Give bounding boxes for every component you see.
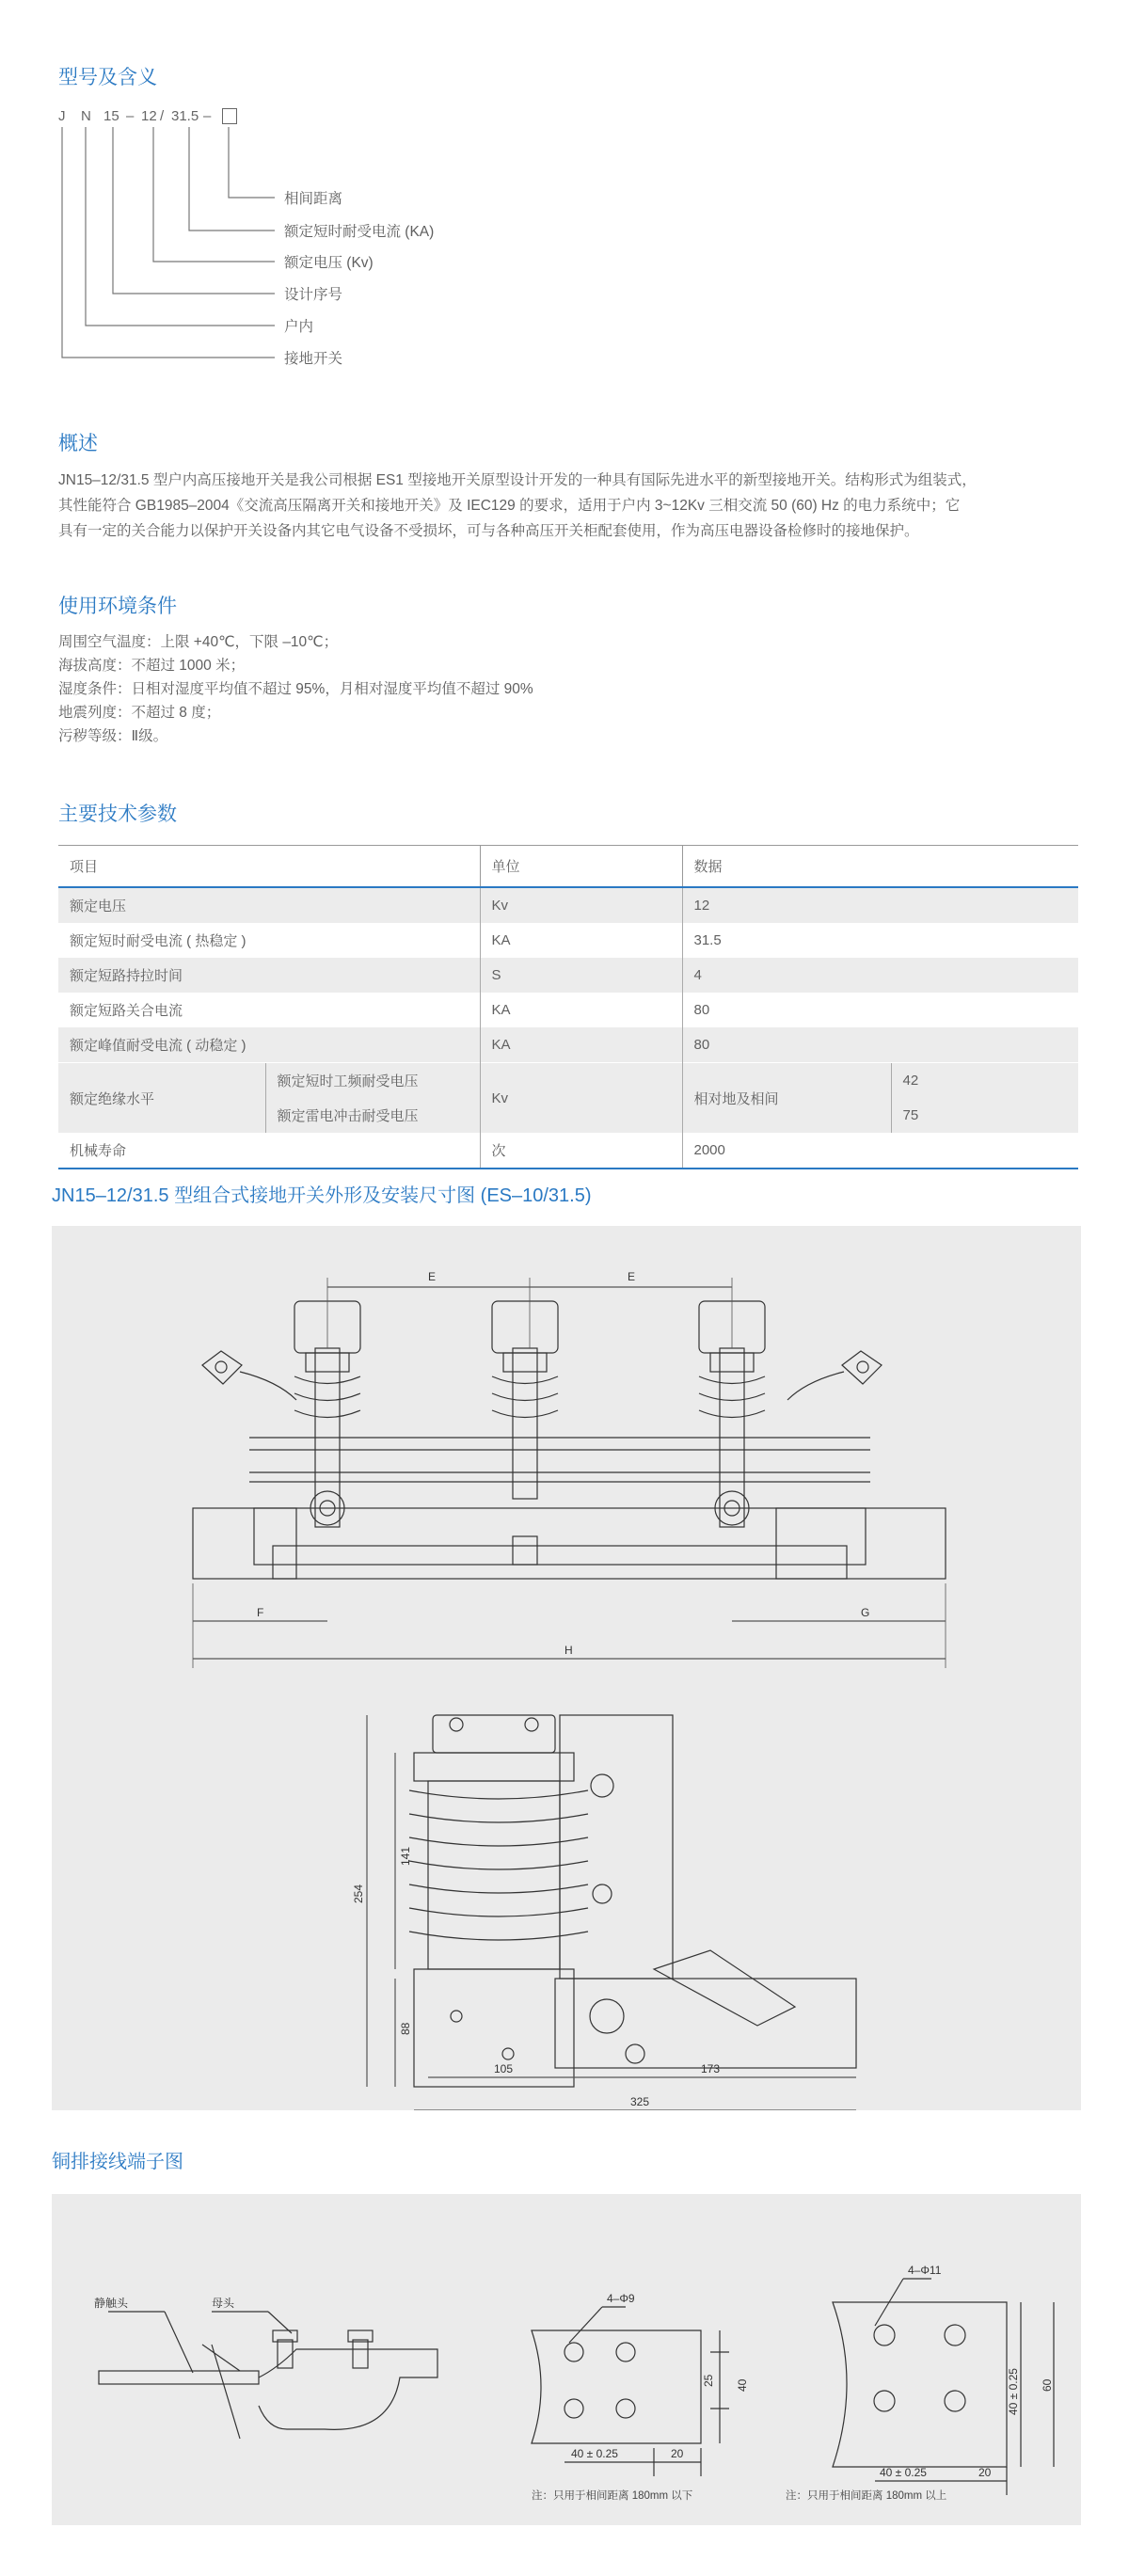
label-short-time-current: 额定短时耐受电流 (KA) xyxy=(284,224,435,240)
table-row xyxy=(58,887,1078,923)
table-row-insulation xyxy=(58,1063,1078,1099)
code-12: 12 xyxy=(141,108,157,124)
overview-title: 概述 xyxy=(58,433,98,454)
table-row xyxy=(58,1133,1078,1169)
table-row xyxy=(58,1027,1078,1063)
code-dash-2: – xyxy=(203,108,212,124)
table-row xyxy=(58,993,1078,1027)
fig3-hole: 4–Φ11 xyxy=(908,2264,942,2277)
label-earthing-switch: 接地开关 xyxy=(284,351,343,367)
fig3-edge: 20 xyxy=(978,2466,992,2479)
dim-254: 254 xyxy=(352,1884,365,1903)
header-item: 项目 xyxy=(58,846,480,888)
row-value: 80 xyxy=(682,1027,1078,1063)
terminal-title: 铜排接线端子图 xyxy=(52,2152,183,2172)
terminal-panel xyxy=(52,2194,1081,2525)
label-static-contact: 静触头 xyxy=(94,2297,129,2310)
insulation-sub1: 额定短时工频耐受电压 xyxy=(265,1063,480,1099)
env-line-4: 地震列度：不超过 8 度； xyxy=(58,705,221,721)
label-female-head: 母头 xyxy=(212,2297,235,2310)
terminal-fig-3 xyxy=(833,2279,1054,2495)
label-rated-voltage: 额定电压 (Kv) xyxy=(284,255,374,271)
overview-line-1: JN15–12/31.5 型户内高压接地开关是我公司根据 ES1 型接地开关原型设计开发的一种具有国际先进水平的新型接地开关。结构形式为组装式， xyxy=(58,472,977,488)
code-slash: / xyxy=(160,108,165,124)
row-item: 额定峰值耐受电流 ( 动稳定 ) xyxy=(58,1027,480,1063)
row-value: 2000 xyxy=(682,1133,1078,1169)
params-table xyxy=(58,845,1078,1169)
row-value: 12 xyxy=(682,887,1078,923)
code-31-5: 31.5 xyxy=(171,108,199,124)
outline-drawing xyxy=(52,1226,1081,2110)
insulation-v2: 75 xyxy=(891,1098,1078,1133)
fig2-edge: 20 xyxy=(671,2447,684,2460)
header-value: 数据 xyxy=(682,846,1078,888)
params-title: 主要技术参数 xyxy=(58,803,177,825)
fig2-h1: 25 xyxy=(702,2374,715,2387)
overview-line-3: 具有一定的关合能力以保护开关设备内其它电气设备不受损坏，可与各种高压开关柜配套使用，作为高压电器设备检修时的接地保护。 xyxy=(58,523,919,539)
overview-line-2: 其性能符合 GB1985–2004《交流高压隔离开关和接地开关》及 IEC129 的要求，适用于户内 3~12Kv 三相交流 50 (60) Hz 的电力系统中；它 xyxy=(58,498,961,514)
row-item: 额定电压 xyxy=(58,887,480,923)
row-item: 额定短路持拉时间 xyxy=(58,958,480,993)
fig3-h1: 40 ± 0.25 xyxy=(1007,2368,1020,2415)
env-line-3: 湿度条件：日相对湿度平均值不超过 95%，月相对湿度平均值不超过 90% xyxy=(58,681,533,697)
terminal-drawings xyxy=(52,2194,1081,2525)
table-row xyxy=(58,958,1078,993)
row-item: 额定短时耐受电流 ( 热稳定 ) xyxy=(58,923,480,958)
model-section-title: 型号及含义 xyxy=(58,67,157,88)
dim-141: 141 xyxy=(399,1846,412,1866)
header-unit: 单位 xyxy=(480,846,682,888)
dim-e-2: E xyxy=(628,1270,636,1283)
insulation-unit: Kv xyxy=(480,1063,682,1134)
label-indoor: 户内 xyxy=(284,319,314,335)
code-j: J xyxy=(58,108,66,124)
front-base xyxy=(254,1508,866,1565)
model-leader-lines xyxy=(0,0,1129,395)
row-unit: Kv xyxy=(480,887,682,923)
insulation-item: 额定绝缘水平 xyxy=(58,1063,265,1134)
env-line-1: 周围空气温度：上限 +40℃，下限 –10℃； xyxy=(58,634,339,650)
dim-105: 105 xyxy=(494,2062,514,2075)
outline-drawing-panel xyxy=(52,1226,1081,2110)
label-design-serial: 设计序号 xyxy=(284,287,343,303)
terminal-fig-1 xyxy=(99,2312,437,2439)
pole-2 xyxy=(492,1301,558,1565)
insulation-v1: 42 xyxy=(891,1063,1078,1099)
row-unit: KA xyxy=(480,923,682,958)
code-15: 15 xyxy=(103,108,119,124)
dim-g: G xyxy=(861,1606,870,1619)
fig2-width: 40 ± 0.25 xyxy=(571,2447,618,2460)
env-line-5: 污秽等级：Ⅱ级。 xyxy=(58,728,168,744)
side-view xyxy=(409,1715,856,2087)
dim-f: F xyxy=(257,1606,264,1619)
params-header-row xyxy=(58,846,1078,888)
row-unit: 次 xyxy=(480,1133,682,1169)
drawing-title: JN15–12/31.5 型组合式接地开关外形及安装尺寸图 (ES–10/31.5) xyxy=(52,1185,592,1206)
dim-88: 88 xyxy=(399,2022,412,2035)
row-unit: KA xyxy=(480,1027,682,1063)
fig2-hole: 4–Φ9 xyxy=(607,2292,635,2305)
fig3-width: 40 ± 0.25 xyxy=(880,2466,927,2479)
table-row xyxy=(58,923,1078,958)
dim-h: H xyxy=(564,1644,573,1657)
note-above-180: 注：只用于相间距离 180mm 以上 xyxy=(786,2490,947,2502)
code-dash-1: – xyxy=(126,108,135,124)
row-unit: S xyxy=(480,958,682,993)
terminal-fig-2 xyxy=(532,2307,729,2476)
environment-title: 使用环境条件 xyxy=(58,596,177,617)
row-value: 4 xyxy=(682,958,1078,993)
row-item: 机械寿命 xyxy=(58,1133,480,1169)
note-below-180: 注：只用于相间距离 180mm 以下 xyxy=(532,2490,693,2502)
code-n: N xyxy=(81,108,91,124)
row-value: 31.5 xyxy=(682,923,1078,958)
row-item: 额定短路关合电流 xyxy=(58,993,480,1027)
label-phase-distance: 相间距离 xyxy=(284,191,343,207)
dim-e-1: E xyxy=(428,1270,437,1283)
row-value: 80 xyxy=(682,993,1078,1027)
insulation-value-label: 相对地及相间 xyxy=(682,1063,891,1134)
insulation-sub2: 额定雷电冲击耐受电压 xyxy=(265,1098,480,1133)
fig3-h2: 60 xyxy=(1041,2378,1054,2392)
dim-325: 325 xyxy=(630,2095,650,2108)
env-line-2: 海拔高度：不超过 1000 米； xyxy=(58,658,246,674)
dim-173: 173 xyxy=(701,2062,721,2075)
environment-text xyxy=(58,630,533,748)
row-unit: KA xyxy=(480,993,682,1027)
overview-text xyxy=(58,468,977,544)
fig2-h2: 40 xyxy=(736,2378,749,2392)
